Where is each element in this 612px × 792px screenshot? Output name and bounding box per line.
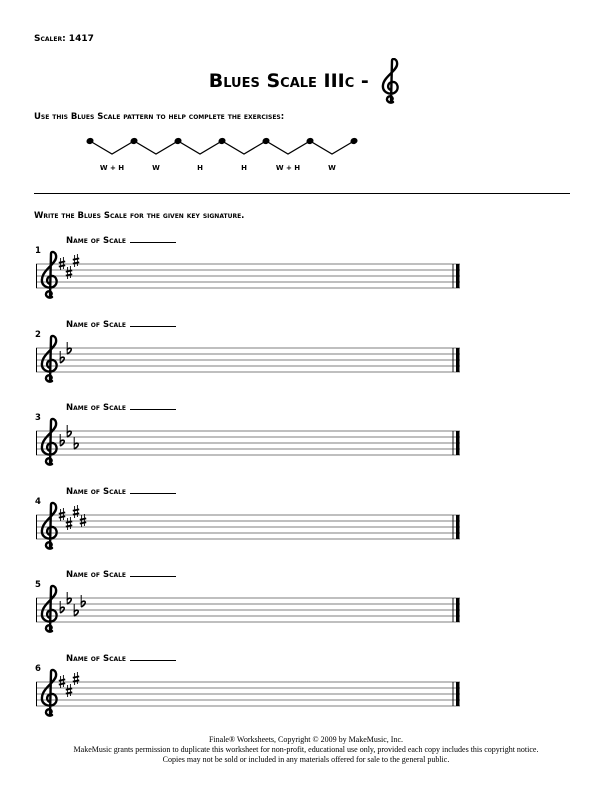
name-of-scale-blank[interactable] [130, 568, 176, 577]
flat-icon [74, 437, 78, 449]
pattern-diagram [70, 128, 390, 158]
pattern-step-label: H [241, 164, 247, 172]
footer-line-3: Copies may not be sold or included in any materials offered for sale to the general public. [162, 755, 450, 764]
final-barline [456, 431, 460, 455]
name-of-scale-label [66, 568, 176, 580]
sharp-icon [73, 505, 79, 518]
treble-clef-icon [42, 586, 57, 632]
exercise-number: 2 [35, 330, 41, 340]
pattern-note [218, 137, 227, 145]
name-of-scale-blank[interactable] [130, 234, 176, 243]
treble-clef-icon [42, 670, 57, 716]
name-of-scale-text: Name of Scale [66, 654, 127, 664]
name-of-scale-label [66, 485, 176, 497]
sharp-icon [73, 672, 79, 685]
pattern-note [306, 137, 315, 145]
final-barline [456, 515, 460, 539]
exercise-number: 5 [35, 580, 41, 590]
page-title: Blues Scale IIIc - [208, 70, 369, 92]
music-staff[interactable] [36, 580, 462, 640]
name-of-scale-label [66, 234, 176, 246]
final-barline [456, 264, 460, 288]
footer-line-1: Finale® Worksheets, Copyright © 2009 by MakeMusic, Inc. [208, 735, 403, 744]
music-staff[interactable] [36, 246, 462, 306]
name-of-scale-blank[interactable] [130, 401, 176, 410]
name-of-scale-blank[interactable] [130, 485, 176, 494]
flat-icon [74, 604, 78, 616]
flat-icon [60, 601, 64, 613]
exercise-2 [0, 318, 612, 398]
name-of-scale-text: Name of Scale [66, 487, 127, 497]
flat-icon [60, 434, 64, 446]
pattern-step-label: W [328, 164, 336, 172]
exercise-instructions: Write the Blues Scale for the given key signature. [34, 211, 245, 221]
music-staff[interactable] [36, 497, 462, 557]
treble-clef-icon [42, 252, 57, 298]
pattern-step-label: W [152, 164, 160, 172]
name-of-scale-text: Name of Scale [66, 320, 127, 330]
sharp-icon [66, 266, 72, 279]
music-staff[interactable] [36, 330, 462, 390]
treble-clef-icon [379, 58, 403, 104]
title-block [0, 58, 612, 104]
name-of-scale-blank[interactable] [130, 652, 176, 661]
exercise-number: 1 [35, 246, 41, 256]
name-of-scale-text: Name of Scale [66, 236, 127, 246]
pattern-note [174, 137, 183, 145]
sharp-icon [59, 675, 65, 688]
pattern-step-label: W + H [275, 164, 301, 172]
name-of-scale-text: Name of Scale [66, 403, 127, 413]
name-of-scale-label [66, 652, 176, 664]
pattern-note [262, 137, 271, 145]
final-barline [456, 598, 460, 622]
pattern-note [86, 137, 95, 145]
exercise-6 [0, 652, 612, 732]
name-of-scale-text: Name of Scale [66, 570, 127, 580]
sharp-icon [80, 514, 86, 527]
treble-clef-icon [42, 503, 57, 549]
flat-icon [67, 425, 71, 437]
sharp-icon [66, 684, 72, 697]
flat-icon [67, 342, 71, 354]
pattern-step-label: H [197, 164, 203, 172]
copyright-footer [0, 735, 612, 765]
flat-icon [60, 351, 64, 363]
sharp-icon [59, 257, 65, 270]
footer-line-2: MakeMusic grants permission to duplicate this worksheet for non-profit, educational use only, provided each copy includes this copyright notice. [73, 745, 539, 754]
music-staff[interactable] [36, 413, 462, 473]
flat-icon [67, 592, 71, 604]
pattern-note [350, 137, 359, 145]
final-barline [456, 348, 460, 372]
final-barline [456, 682, 460, 706]
sharp-icon [66, 517, 72, 530]
exercise-4 [0, 485, 612, 565]
sharp-icon [59, 508, 65, 521]
name-of-scale-label [66, 401, 176, 413]
treble-clef-icon [42, 336, 57, 382]
name-of-scale-label [66, 318, 176, 330]
pattern-step-label: W + H [99, 164, 125, 172]
sharp-icon [73, 254, 79, 267]
exercise-1 [0, 234, 612, 314]
scaler-label: Scaler: 1417 [34, 34, 94, 44]
treble-clef-icon [42, 419, 57, 465]
exercise-number: 4 [35, 497, 41, 507]
music-staff[interactable] [36, 664, 462, 724]
section-divider [34, 193, 570, 194]
blues-scale-pattern [70, 128, 390, 188]
flat-icon [81, 595, 85, 607]
exercise-number: 6 [35, 664, 41, 674]
exercise-number: 3 [35, 413, 41, 423]
pattern-note [130, 137, 139, 145]
pattern-instructions: Use this Blues Scale pattern to help complete the exercises: [34, 112, 285, 122]
exercise-3 [0, 401, 612, 481]
name-of-scale-blank[interactable] [130, 318, 176, 327]
exercise-5 [0, 568, 612, 648]
